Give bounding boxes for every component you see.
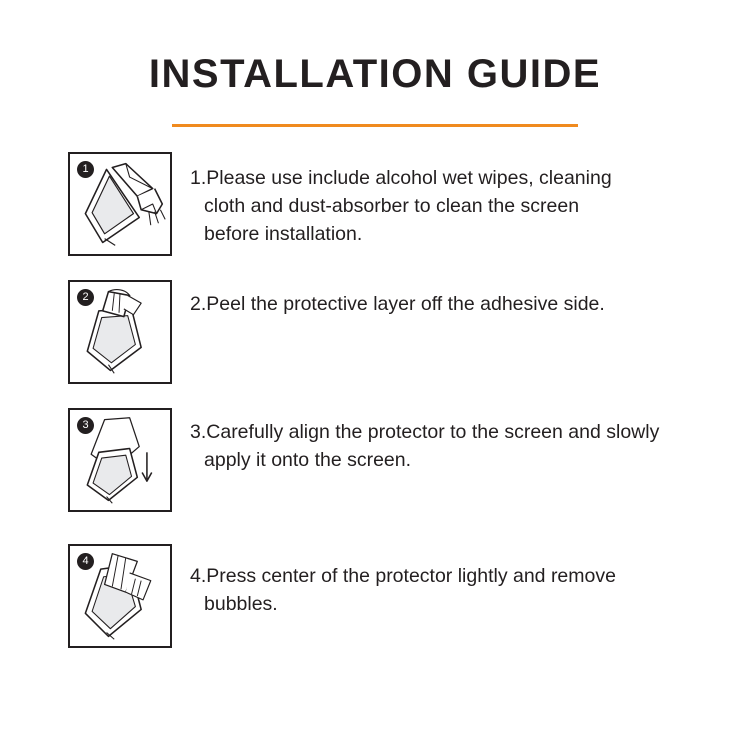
step-item-2	[68, 280, 688, 384]
step-4-text	[190, 544, 688, 618]
title-underline-rule	[172, 124, 578, 127]
step-2-text	[190, 280, 688, 318]
step-3-text	[190, 408, 688, 474]
step-3-illustration	[68, 408, 172, 512]
step-2-illustration	[68, 280, 172, 384]
step-1-illustration	[68, 152, 172, 256]
step-4-line-2: bubbles.	[204, 593, 278, 615]
step-item-1	[68, 152, 688, 256]
step-1-line-2: cloth and dust-absorber to clean the screen	[204, 195, 580, 217]
step-1-badge: 1	[77, 161, 94, 178]
steps-list	[68, 152, 688, 668]
step-1-text	[190, 152, 688, 248]
step-3-line-2: apply it onto the screen.	[204, 449, 412, 471]
step-1-line-3: before installation.	[204, 223, 363, 245]
step-item-3	[68, 408, 688, 512]
step-4-illustration	[68, 544, 172, 648]
step-item-4	[68, 544, 688, 648]
step-2-badge: 2	[77, 289, 94, 306]
step-2-line-1: 2.Peel the protective layer off the adhesive side.	[190, 293, 605, 315]
step-4-badge: 4	[77, 553, 94, 570]
step-4-line-1: 4.Press center of the protector lightly and remove	[190, 565, 616, 587]
step-3-line-1: 3.Carefully align the protector to the screen and slowly	[190, 421, 660, 443]
step-1-line-1: 1.Please use include alcohol wet wipes, cleaning	[190, 167, 612, 189]
step-3-badge: 3	[77, 417, 94, 434]
page-title: INSTALLATION GUIDE	[148, 52, 602, 96]
